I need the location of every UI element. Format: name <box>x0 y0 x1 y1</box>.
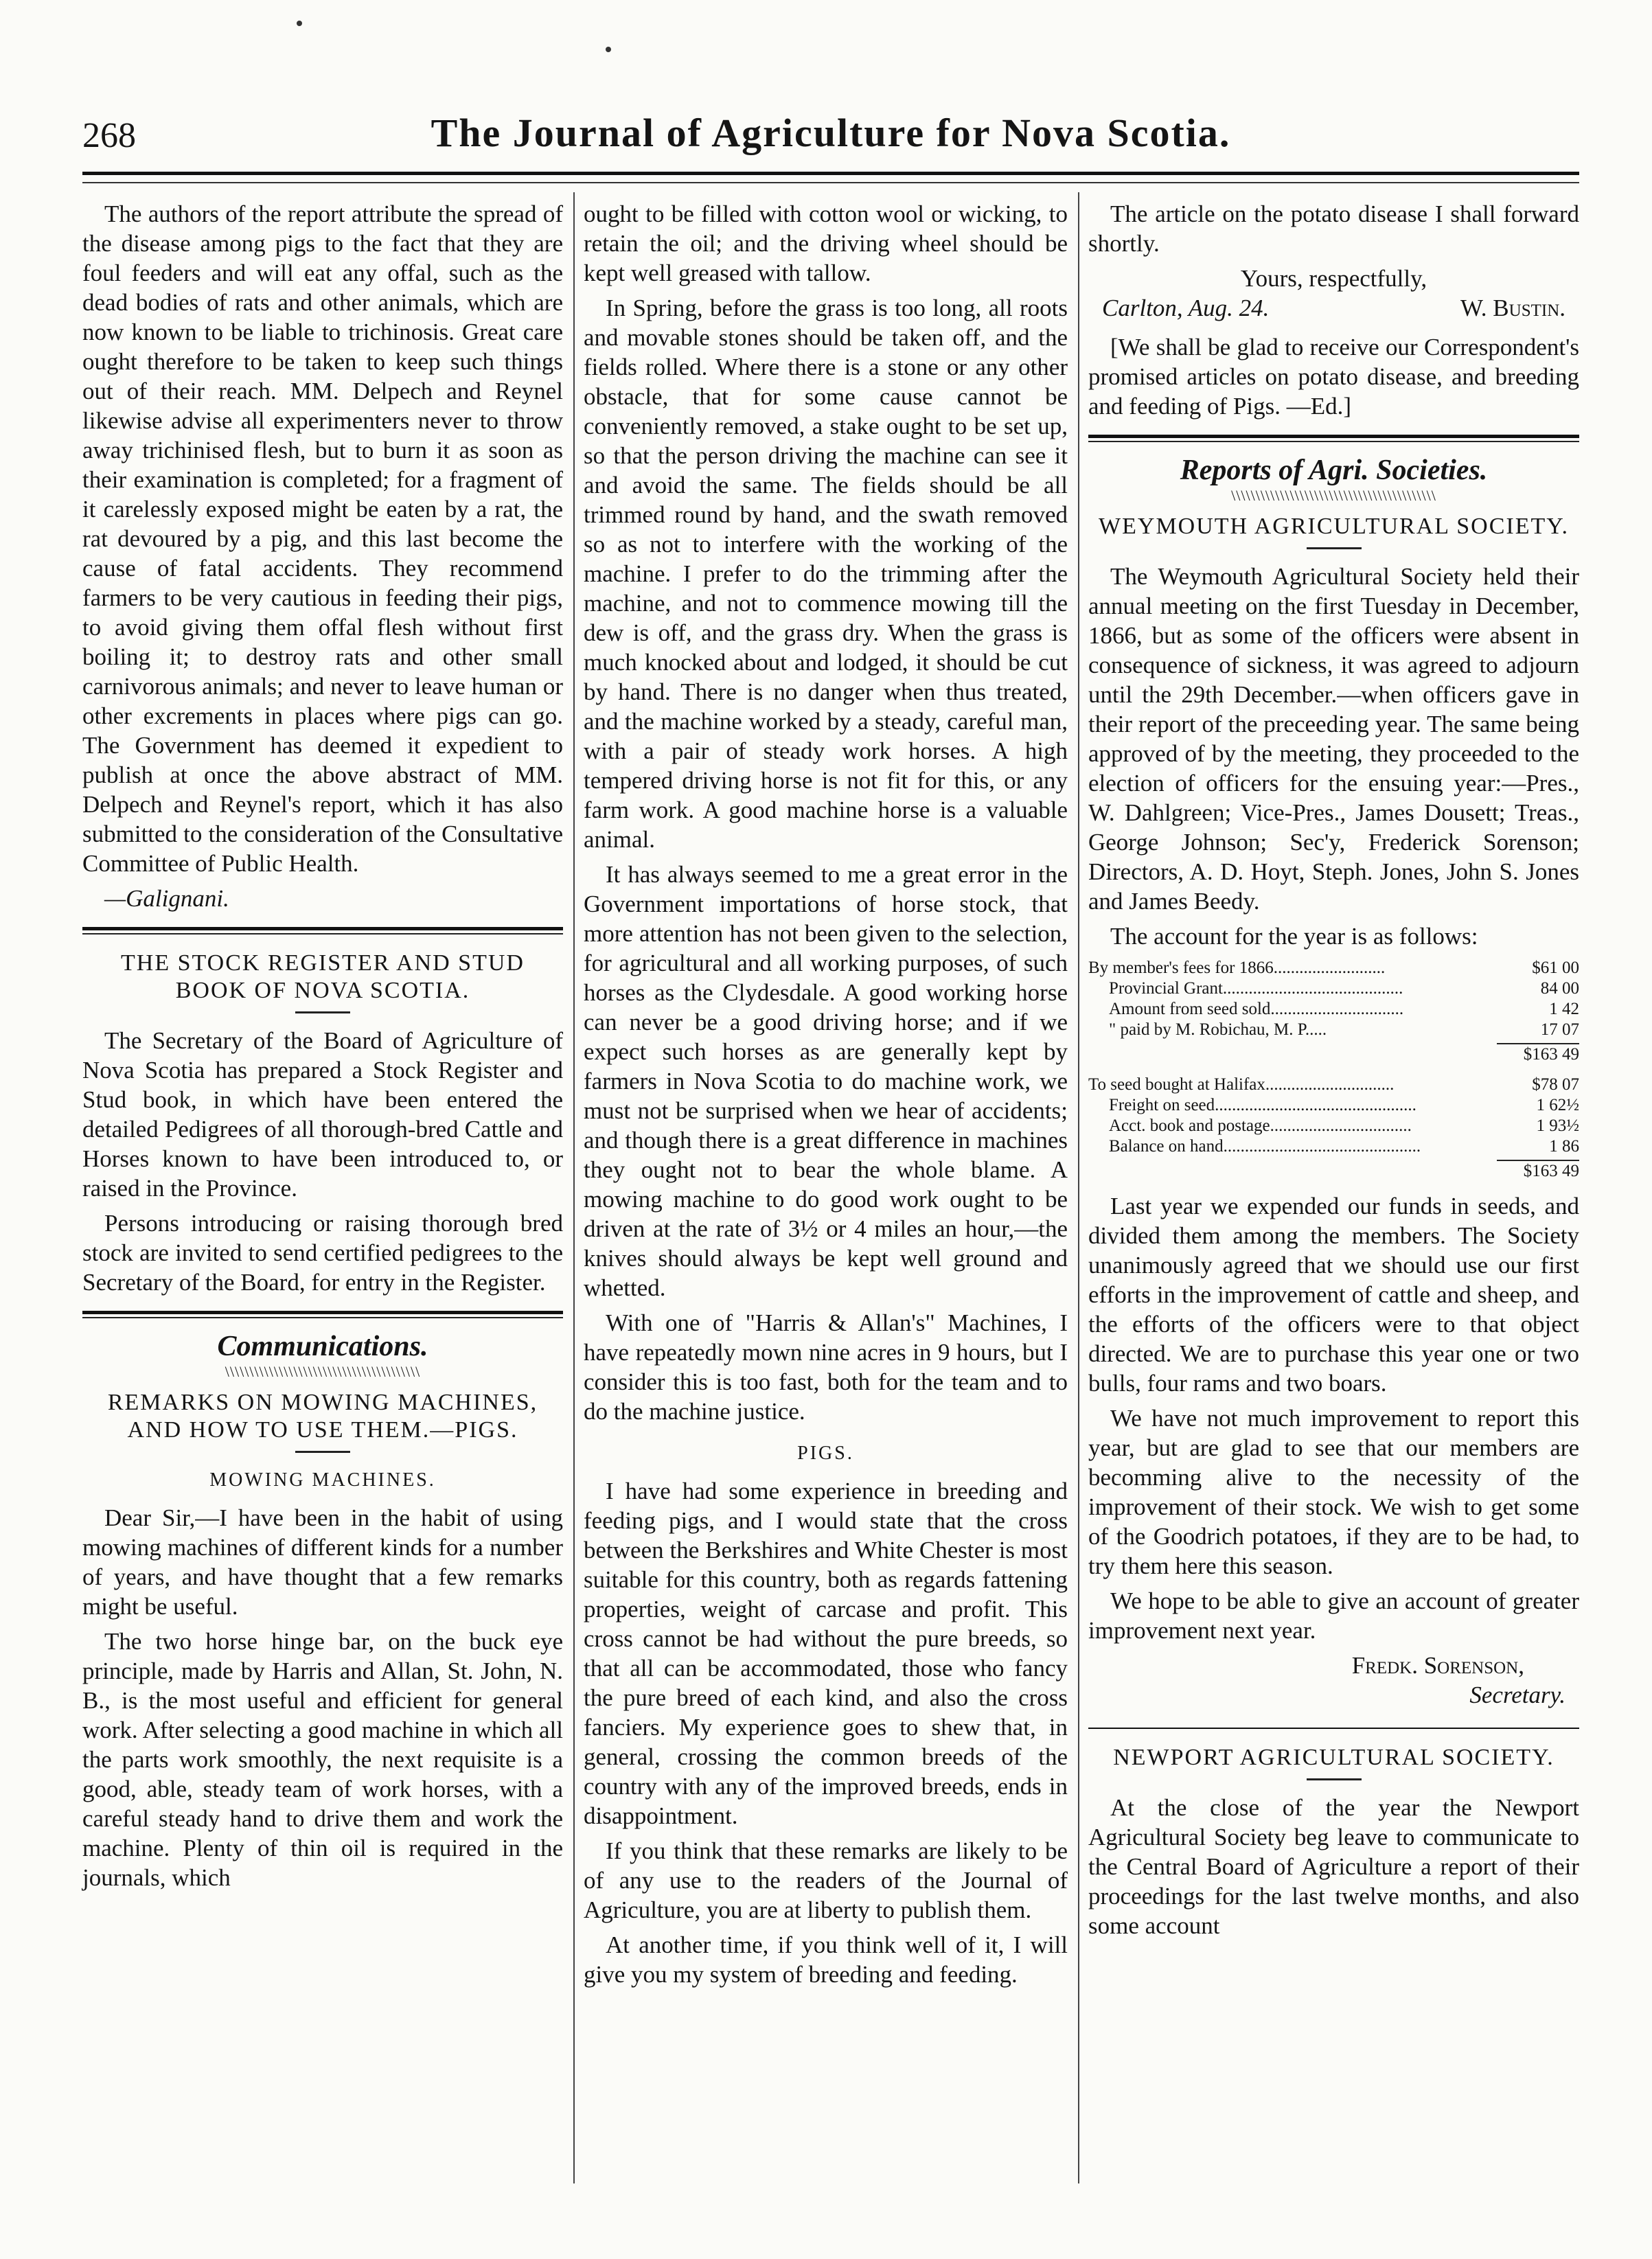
account-row: " paid by M. Robichau, M. P..... 17 07 <box>1109 1020 1579 1039</box>
paragraph: The account for the year is as follows: <box>1110 923 1478 950</box>
short-rule <box>295 1451 350 1453</box>
paragraph: I have had some experience in breeding and feeding pigs, and I would state that the cross between the Berkshires and White Chester is most suitable for this country, both as regards fattening properties, weight of carcase and profit. This cross cannot be had without the pure breeds, so that all can be accommodated, those who fancy the pure breed of each kind, and also the cross fanciers. My experience goes to shew that, in general, crossing the common breeds of the country with any of the improved breeds, ends in disappointment. <box>584 1478 1068 1829</box>
section-title: WEYMOUTH AGRICULTURAL SOCIETY. <box>1099 514 1569 539</box>
closing: Yours, respectfully, <box>1240 265 1427 292</box>
communications-heading: Communications. <box>217 1331 428 1362</box>
header-rule-thin <box>82 182 1579 183</box>
column-3 <box>1088 199 1579 1946</box>
page-number: 268 <box>82 116 136 155</box>
account-table <box>1088 958 1579 1182</box>
paragraph: The two horse hinge bar, on the buck eye principle, made by Harris and Allan, St. John, N. B., is the most useful and efficient for general work. After selecting a good machine in which all the parts work smoothly, the next requisite is a good, able, steady team of work horses, with a careful steady hand to drive them and work the machine. Plenty of thin oil is required in the journals, which <box>82 1628 563 1891</box>
column-divider <box>573 192 575 2183</box>
account-row: Acct. book and postage................................. 1 93½ <box>1109 1116 1579 1135</box>
account-row: Amount from seed sold............................... 1 42 <box>1109 1000 1579 1018</box>
signature-line <box>1088 293 1579 323</box>
signature-name: Fredk. Sorenson, <box>1351 1652 1524 1679</box>
signer: W. Bustin. <box>1460 295 1565 321</box>
section-title: THE STOCK REGISTER AND STUD BOOK OF NOVA SCOTIA. <box>121 950 525 1003</box>
column-1 <box>82 199 563 1898</box>
column-divider <box>1078 192 1079 2183</box>
paragraph: Dear Sir,—I have been in the habit of using mowing machines of different kinds for a number of years, and have thought that a few remarks might be useful. <box>82 1504 563 1620</box>
account-total: $163 49 <box>1497 1160 1579 1182</box>
place-date: Carlton, Aug. 24. <box>1102 295 1270 321</box>
editor-note: [We shall be glad to receive our Correspondent's promised articles on potato disease, and breeding and feeding of Pigs. —Ed.] <box>1088 334 1579 420</box>
paragraph: We have not much improvement to report this year, but are glad to see that our members are becomming alive to the necessity of the improvement of their stock. We wish to get some of the Goodrich potatoes, if they are to be had, to try them here this season. <box>1088 1405 1579 1579</box>
paragraph: Persons introducing or raising thorough bred stock are invited to send certified pedigrees to the Secretary of the Board, for entry in the Register. <box>82 1210 563 1296</box>
paragraph: The Secretary of the Board of Agriculture of Nova Scotia has prepared a Stock Register and Stud book, in which have been entered the detailed Pedigrees of all thorough-bred Cattle and Horses known to have been introduced to, or raised in the Province. <box>82 1027 563 1202</box>
section-rule <box>1088 435 1579 442</box>
account-row: Freight on seed............................................... 1 62½ <box>1109 1096 1579 1114</box>
paragraph: With one of "Harris & Allan's" Machines, I have repeatedly mown nine acres in 9 hours, but I consider this is too fast, both for the team and to do the machine justice. <box>584 1309 1068 1425</box>
source-attribution: —Galignani. <box>104 885 229 912</box>
ornamental-rule: \\\\\\\\\\\\\\\\\\\\\\\\\\\\\\\\\\\\\\\\\\ <box>1231 488 1436 503</box>
paragraph: It has always seemed to me a great error in the Government importations of horse stock, that more attention has not been given to the selection, for agricultural and all working purposes, of such horses as the Clydesdale. A good working horse can never be a good driving horse; and if we expect such horses as are generally kept by farmers in Nova Scotia to do machine work, we must not be surprised when we hear of accidents; and though there is a great difference in machines they ought not to bear the whole blame. A mowing machine to do good work ought to be driven at the rate of 3½ or 4 miles an hour,—the knives should always be kept well ground and whetted. <box>584 861 1068 1301</box>
section-rule <box>82 1311 563 1318</box>
short-rule <box>1307 547 1362 549</box>
ornamental-rule: \\\\\\\\\\\\\\\\\\\\\\\\\\\\\\\\\\\\\\\\ <box>225 1364 421 1379</box>
signature-title: Secretary. <box>1469 1682 1565 1708</box>
article-title: REMARKS ON MOWING MACHINES, AND HOW TO USE THEM.—PIGS. <box>107 1390 538 1443</box>
paragraph: The authors of the report attribute the spread of the disease among pigs to the fact that they are foul feeders and will eat any offal, such as the dead bodies of rats and other animals, which are now known to be liable to trichinosis. Great care ought therefore to be taken to keep such things out of their reach. MM. Delpech and Reynel likewise advise all experimenters never to throw away trichinised flesh, but to burn it as soon as their examination is completed; for a fragment of it carelessly exposed might be eaten by a rat, the rat devoured by a pig, and this last become the cause of fatal accidents. They recommend farmers to be very cautious in feeding their pigs, to avoid giving them offal flesh without first boiling it; to destroy rats and other small carnivorous animals; and never to leave human or other excrements in places where pigs can go. The Government has deemed it expedient to publish at once the above abstract of MM. Delpech and Reynel's report, which it has also submitted to the consideration of the Consultative Committee of Public Health. <box>82 200 563 877</box>
paragraph: The Weymouth Agricultural Society held their annual meeting on the first Tuesday in December, 1866, but as some of the officers were absent in consequence of sickness, it was agreed to adjourn until the 29th December.—when officers gave in their report of the preceeding year. The same being approved of by the meeting, they proceeded to the election of officers for the ensuing year:—Pres., W. Dahlgreen; Vice-Pres., James Dousett; Treas., George Johnson; Sec'y, Frederick Sorenson; Directors, A. D. Hoyt, Steph. Jones, John S. Jones and James Beedy. <box>1088 563 1579 915</box>
section-rule <box>82 927 563 934</box>
column-2 <box>584 199 1068 1995</box>
paragraph: Last year we expended our funds in seeds, and divided them among the members. The Society unanimously agreed that we should use our first efforts in the improvement of cattle and sheep, and the efforts of the officers were to that object directed. We are to purchase this year one or two bulls, four rams and two boars. <box>1088 1193 1579 1397</box>
section-title: NEWPORT AGRICULTURAL SOCIETY. <box>1113 1745 1555 1770</box>
account-row: To seed bought at Halifax.............................. $78 07 <box>1088 1075 1579 1094</box>
header-rule <box>82 172 1579 175</box>
reports-heading: Reports of Agri. Societies. <box>1180 455 1488 486</box>
subheading: PIGS. <box>797 1443 854 1464</box>
page-header <box>82 110 1579 165</box>
account-row: By member's fees for 1866.......................... $61 00 <box>1088 959 1579 977</box>
account-row: Provincial Grant.......................................... 84 00 <box>1109 979 1579 998</box>
paragraph: In Spring, before the grass is too long, all roots and movable stones should be taken off, and the fields rolled. Where there is a stone or any other obstacle, that for some cause cannot be conveniently removed, a stake ought to be set up, so that the person driving the machine can see it and avoid the same. The fields should be all trimmed round by hand, and the swath removed so as not to interfere with the working of the machine. I prefer to do the trimming after the machine, and not to commence mowing till the dew is off, and the grass dry. When the grass is much knocked about and lodged, it should be cut by hand. There is no danger when thus treated, and the machine worked by a steady, careful man, with a pair of steady work horses. A high tempered driving horse is not fit for this, or any farm work. A good machine horse is a valuable animal. <box>584 295 1068 853</box>
account-row: Balance on hand.............................................. 1 86 <box>1109 1137 1579 1156</box>
paragraph: If you think that these remarks are likely to be of any use to the readers of the Journal of Agriculture, you are at liberty to publish them. <box>584 1837 1068 1923</box>
speck <box>297 21 302 26</box>
paragraph: At the close of the year the Newport Agricultural Society beg leave to communicate to the Central Board of Agriculture a report of their proceedings for the last twelve months, and also some account <box>1088 1794 1579 1939</box>
paragraph: The article on the potato disease I shall forward shortly. <box>1088 200 1579 257</box>
paragraph: ought to be filled with cotton wool or wicking, to retain the oil; and the driving wheel should be kept well greased with tallow. <box>584 200 1068 286</box>
section-rule <box>1088 1728 1579 1729</box>
subheading: MOWING MACHINES. <box>209 1469 436 1491</box>
account-total: $163 49 <box>1497 1043 1579 1065</box>
journal-title: The Journal of Agriculture for Nova Scotia. <box>431 111 1231 155</box>
paragraph: At another time, if you think well of it, I will give you my system of breeding and feeding. <box>584 1931 1068 1988</box>
short-rule <box>295 1011 350 1013</box>
short-rule <box>1307 1778 1362 1780</box>
paragraph: We hope to be able to give an account of greater improvement next year. <box>1088 1587 1579 1644</box>
speck <box>606 47 611 52</box>
